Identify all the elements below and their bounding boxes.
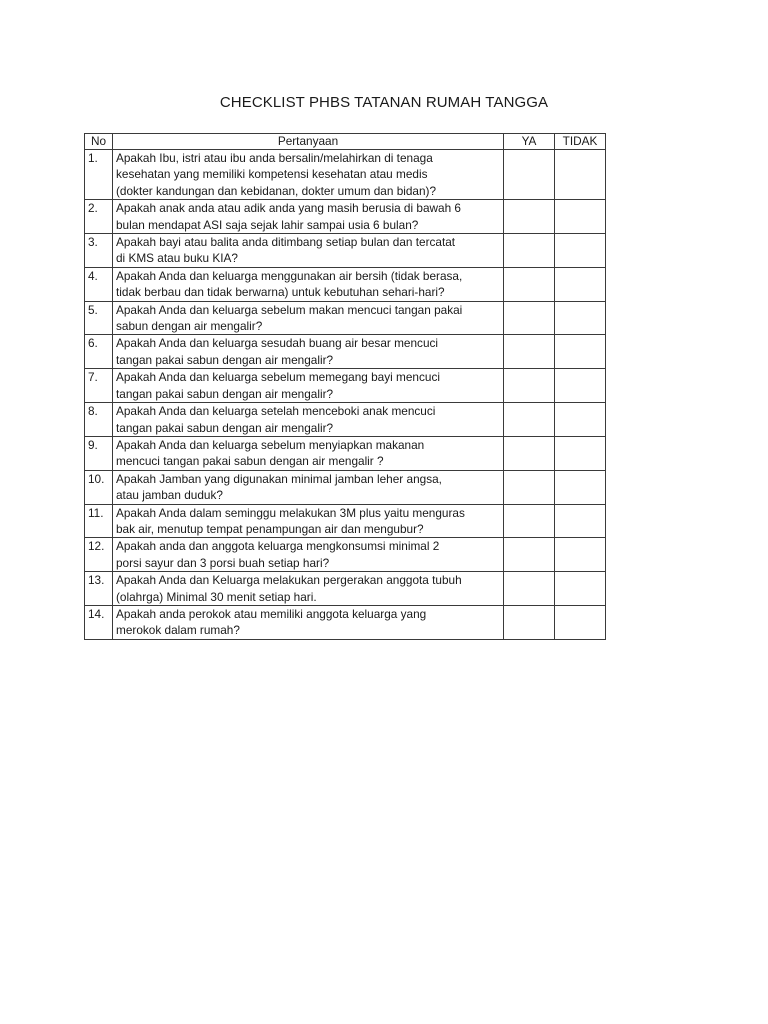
question-cell	[113, 335, 504, 369]
question-line: tangan pakai sabun dengan air mengalir?	[116, 386, 334, 401]
question-cell	[113, 538, 504, 572]
table-row	[85, 605, 606, 639]
question-line: Apakah Anda dalam seminggu melakukan 3M plus yaitu menguras	[116, 505, 465, 520]
question-line: Apakah anda dan anggota keluarga mengkonsumsi minimal 2	[116, 539, 440, 554]
question-line: porsi sayur dan 3 porsi buah setiap hari?	[116, 555, 330, 570]
question-line: sabun dengan air mengalir?	[116, 319, 263, 334]
question-line: Apakah Anda dan keluarga menggunakan air bersih (tidak berasa,	[116, 268, 463, 283]
tidak-cell[interactable]	[555, 267, 606, 301]
ya-cell[interactable]	[504, 301, 555, 335]
page-title: CHECKLIST PHBS TATANAN RUMAH TANGGA	[219, 94, 549, 111]
table-row	[85, 470, 606, 504]
question-line: tidak berbau dan tidak berwarna) untuk kebutuhan sehari-hari?	[116, 285, 445, 300]
row-number: 4.	[85, 267, 113, 301]
table-row	[85, 572, 606, 606]
row-number: 12.	[85, 538, 113, 572]
tidak-cell[interactable]	[555, 200, 606, 234]
question-line: di KMS atau buku KIA?	[116, 251, 238, 266]
header-no: No	[85, 134, 113, 150]
tidak-cell[interactable]	[555, 470, 606, 504]
question-cell	[113, 572, 504, 606]
question-line: Apakah Anda dan keluarga sebelum menyiapkan makanan	[116, 437, 425, 452]
question-line: Apakah Anda dan Keluarga melakukan pergerakan anggota tubuh	[116, 573, 462, 588]
question-line: Apakah anda perokok atau memiliki anggota keluarga yang	[116, 606, 427, 621]
ya-cell[interactable]	[504, 605, 555, 639]
question-cell	[113, 301, 504, 335]
row-number: 5.	[85, 301, 113, 335]
ya-cell[interactable]	[504, 470, 555, 504]
row-number: 6.	[85, 335, 113, 369]
question-cell	[113, 403, 504, 437]
ya-cell[interactable]	[504, 504, 555, 538]
question-cell	[113, 234, 504, 268]
table-row	[85, 150, 606, 200]
row-number: 11.	[85, 504, 113, 538]
question-line: tangan pakai sabun dengan air mengalir?	[116, 352, 334, 367]
table-row	[85, 436, 606, 470]
tidak-cell[interactable]	[555, 150, 606, 200]
question-line: Apakah bayi atau balita anda ditimbang setiap bulan dan tercatat	[116, 235, 456, 250]
tidak-cell[interactable]	[555, 369, 606, 403]
question-cell	[113, 504, 504, 538]
tidak-cell[interactable]	[555, 234, 606, 268]
tidak-cell[interactable]	[555, 301, 606, 335]
question-line: kesehatan yang memiliki kompetensi kesehatan atau medis	[116, 167, 428, 182]
tidak-cell[interactable]	[555, 335, 606, 369]
tidak-cell[interactable]	[555, 504, 606, 538]
question-line: (dokter kandungan dan kebidanan, dokter umum dan bidan)?	[116, 183, 437, 198]
question-line: Apakah Anda dan keluarga setelah menceboki anak mencuci	[116, 404, 436, 419]
question-line: bak air, menutup tempat penampungan air dan mengubur?	[116, 521, 424, 536]
ya-cell[interactable]	[504, 572, 555, 606]
row-number: 9.	[85, 436, 113, 470]
row-number: 3.	[85, 234, 113, 268]
row-number: 13.	[85, 572, 113, 606]
question-cell	[113, 436, 504, 470]
table-header	[85, 134, 606, 150]
table-row	[85, 234, 606, 268]
question-cell	[113, 150, 504, 200]
ya-cell[interactable]	[504, 369, 555, 403]
header-tidak: TIDAK	[555, 134, 606, 150]
question-line: Apakah anak anda atau adik anda yang masih berusia di bawah 6	[116, 201, 461, 216]
ya-cell[interactable]	[504, 150, 555, 200]
table-row	[85, 267, 606, 301]
tidak-cell[interactable]	[555, 605, 606, 639]
checklist-table	[84, 133, 606, 640]
question-line: tangan pakai sabun dengan air mengalir?	[116, 420, 334, 435]
question-line: Apakah Anda dan keluarga sebelum memegang bayi mencuci	[116, 370, 440, 385]
ya-cell[interactable]	[504, 200, 555, 234]
row-number: 10.	[85, 470, 113, 504]
question-line: Apakah Jamban yang digunakan minimal jamban leher angsa,	[116, 471, 442, 486]
ya-cell[interactable]	[504, 234, 555, 268]
tidak-cell[interactable]	[555, 436, 606, 470]
question-line: Apakah Anda dan keluarga sebelum makan mencuci tangan pakai	[116, 302, 463, 317]
row-number: 14.	[85, 605, 113, 639]
table-row	[85, 403, 606, 437]
table-row	[85, 200, 606, 234]
question-cell	[113, 369, 504, 403]
row-number: 8.	[85, 403, 113, 437]
ya-cell[interactable]	[504, 538, 555, 572]
question-line: (olahrga) Minimal 30 menit setiap hari.	[116, 589, 317, 604]
header-ya: YA	[504, 134, 555, 150]
question-line: Apakah Ibu, istri atau ibu anda bersalin/melahirkan di tenaga	[116, 151, 433, 165]
question-line: merokok dalam rumah?	[116, 623, 240, 638]
question-line: Apakah Anda dan keluarga sesudah buang air besar mencuci	[116, 336, 439, 351]
ya-cell[interactable]	[504, 403, 555, 437]
ya-cell[interactable]	[504, 267, 555, 301]
row-number: 7.	[85, 369, 113, 403]
ya-cell[interactable]	[504, 335, 555, 369]
question-cell	[113, 267, 504, 301]
tidak-cell[interactable]	[555, 572, 606, 606]
table-row	[85, 301, 606, 335]
question-cell	[113, 470, 504, 504]
question-cell	[113, 200, 504, 234]
ya-cell[interactable]	[504, 436, 555, 470]
header-question: Pertanyaan	[113, 134, 504, 150]
question-line: bulan mendapat ASI saja sejak lahir sampai usia 6 bulan?	[116, 217, 419, 232]
table-body	[85, 150, 606, 640]
question-line: mencuci tangan pakai sabun dengan air mengalir ?	[116, 454, 384, 469]
table-row	[85, 369, 606, 403]
tidak-cell[interactable]	[555, 538, 606, 572]
question-line: atau jamban duduk?	[116, 488, 223, 503]
tidak-cell[interactable]	[555, 403, 606, 437]
header-row	[85, 134, 606, 150]
table-row	[85, 538, 606, 572]
row-number: 2.	[85, 200, 113, 234]
row-number: 1.	[85, 150, 113, 200]
table-row	[85, 504, 606, 538]
question-cell	[113, 605, 504, 639]
table-row	[85, 335, 606, 369]
